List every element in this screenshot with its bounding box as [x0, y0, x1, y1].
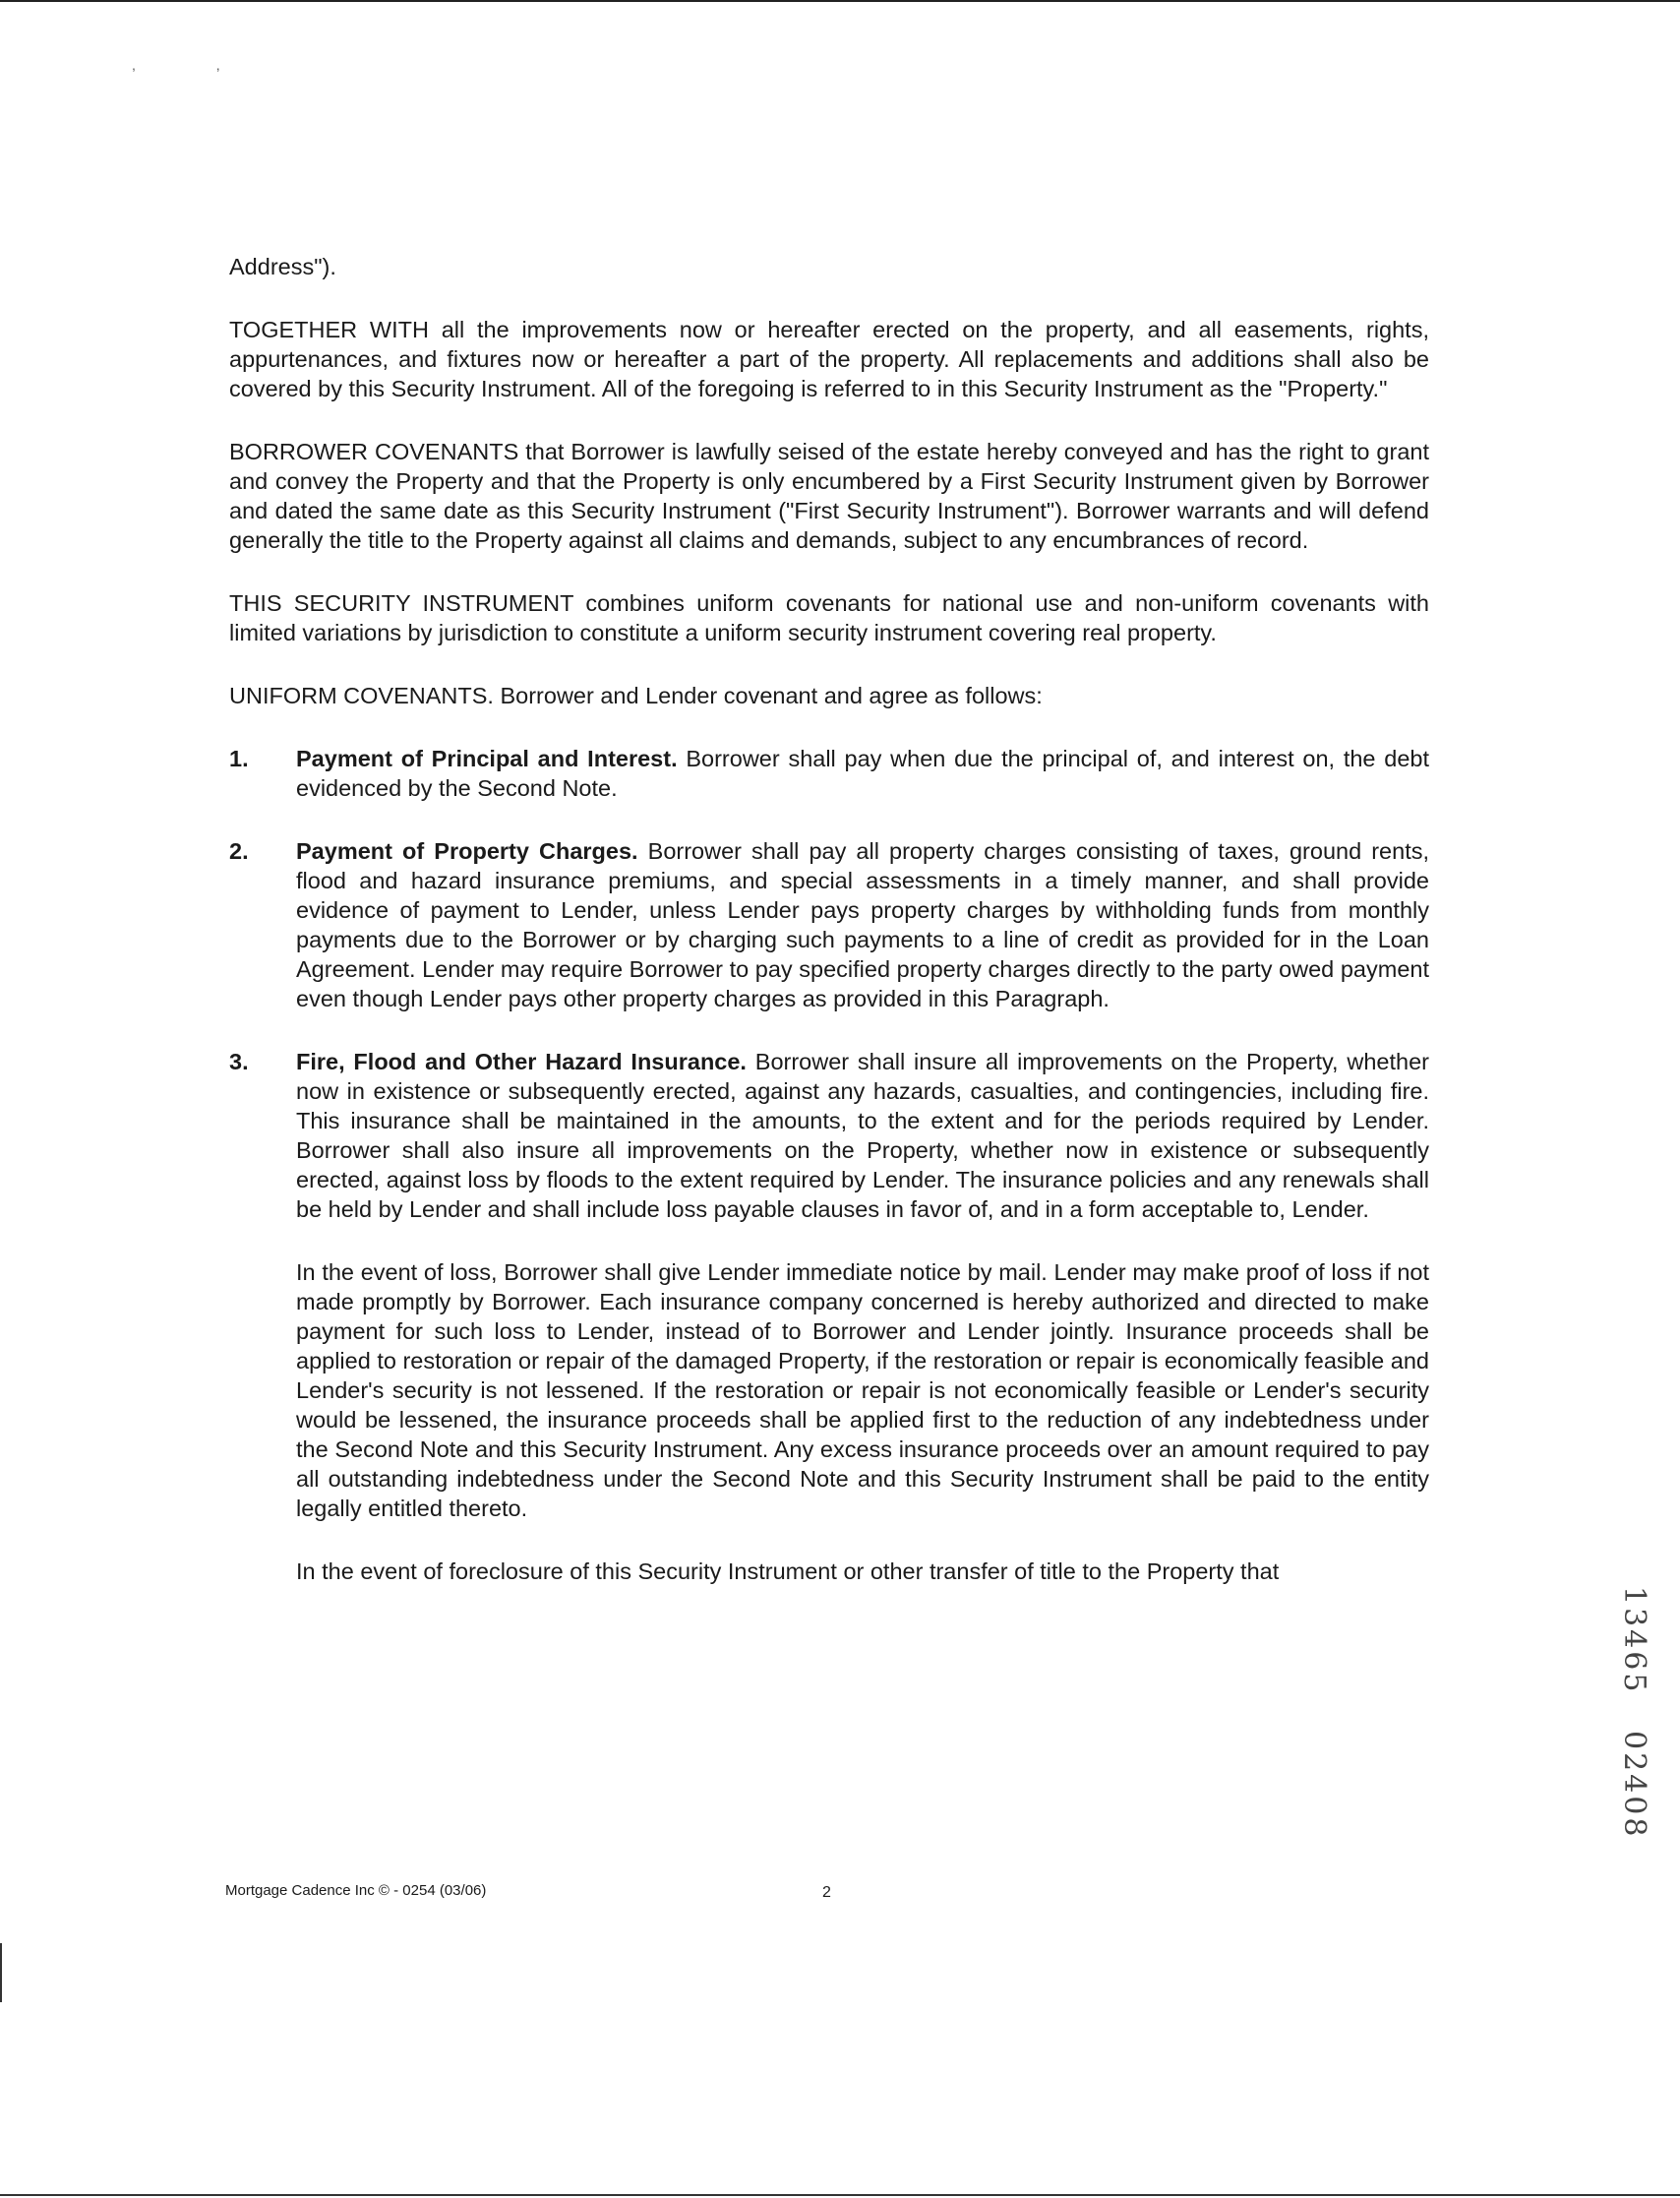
stamp-number-part-1: 13465: [1617, 1586, 1651, 1695]
borrower-covenants-paragraph: BORROWER COVENANTS that Borrower is lawfully seised of the estate hereby conveyed and has the right to grant and convey the Property and that the Property is only encumbered by a First Security Instrument given by Borrower and dated the same date as this Security Instrument ("First Security Instrument"). Borrower warrants and will defend generally the title to the Property against all claims and demands, subject to any encumbrances of record.: [229, 439, 1429, 553]
item-3-foreclosure-paragraph: In the event of foreclosure of this Security Instrument or other transfer of title to the Property that: [296, 1558, 1280, 1584]
intro-fragment: Address").: [229, 254, 336, 279]
footer-form-id: Mortgage Cadence Inc © - 0254 (03/06): [225, 1882, 487, 1899]
together-with-paragraph: TOGETHER WITH all the improvements now or hereafter erected on the property, and all easements, rights, appurtenances, and fixtures now or hereafter a part of the property. All replacements and additions shall also be covered by this Security Instrument. All of the foregoing is referred to in this Security Instrument as the "Property.": [229, 317, 1429, 401]
item-heading: Payment of Property Charges.: [296, 838, 638, 864]
top-scan-edge: [0, 0, 1680, 2]
covenant-item-2: [229, 836, 1429, 1013]
recording-stamp: [1613, 1586, 1652, 1862]
bottom-scan-edge: [0, 2194, 1680, 2196]
item-number: 1.: [229, 746, 249, 771]
item-number: 2.: [229, 838, 249, 864]
speck: ,: [215, 57, 220, 73]
document-body: [229, 252, 1429, 1619]
item-heading: Fire, Flood and Other Hazard Insurance.: [296, 1049, 747, 1074]
item-heading: Payment of Principal and Interest.: [296, 746, 678, 771]
covenant-item-3: [229, 1047, 1429, 1224]
item-text: Borrower shall insure all improvements on the Property, whether now in existence or subsequently erected, against any hazards, casualties, and contingencies, including fire. This insurance shall be maintained in the amounts, to the extent and for the periods required by Lender. Borrower shall also insure all improvements on the Property, whether now in existence or subsequently erected, against loss by floods to the extent required by Lender. The insurance policies and any renewals shall be held by Lender and shall include loss payable clauses in favor of, and in a form acceptable to, Lender.: [296, 1049, 1429, 1222]
security-instrument-paragraph: THIS SECURITY INSTRUMENT combines uniform covenants for national use and non-uniform covenants with limited variations by jurisdiction to constitute a uniform security instrument covering real property.: [229, 590, 1429, 645]
item-text: Borrower shall pay all property charges consisting of taxes, ground rents, flood and hazard insurance premiums, and special assessments in a timely manner, and shall provide evidence of payment to Lender, unless Lender pays property charges by withholding funds from monthly payments due to the Borrower or by charging such payments to a line of credit as provided for in the Loan Agreement. Lender may require Borrower to pay specified property charges directly to the party owed payment even though Lender pays other property charges as provided in this Paragraph.: [296, 838, 1430, 1011]
header-specks: [132, 57, 297, 73]
left-scan-mark: [0, 1943, 2, 2002]
covenant-item-1: [229, 744, 1429, 803]
stamp-number-part-2: 02408: [1617, 1730, 1651, 1840]
item-3-loss-paragraph: In the event of loss, Borrower shall give Lender immediate notice by mail. Lender may make proof of loss if not made promptly by Borrower. Each insurance company concerned is hereby authorized and directed to make payment for such loss to Lender, instead of to Borrower and Lender jointly. Insurance proceeds shall be applied to restoration or repair of the damaged Property, if the restoration or repair is economically feasible and Lender's security is not lessened. If the restoration or repair is not economically feasible or Lender's security would be lessened, the insurance proceeds shall be applied first to the reduction of any indebtedness under the Second Note and this Security Instrument. Any excess insurance proceeds over an amount required to pay all outstanding indebtedness under the Second Note and this Security Instrument shall be paid to the entity legally entitled thereto.: [296, 1259, 1429, 1521]
speck: ,: [132, 57, 136, 73]
item-number: 3.: [229, 1049, 249, 1074]
item-text: Borrower shall pay when due the principal of, and interest on, the debt evidenced by the Second Note.: [296, 746, 1429, 801]
uniform-covenants-paragraph: UNIFORM COVENANTS. Borrower and Lender covenant and agree as follows:: [229, 683, 1043, 708]
footer-page-number: 2: [822, 1884, 831, 1901]
